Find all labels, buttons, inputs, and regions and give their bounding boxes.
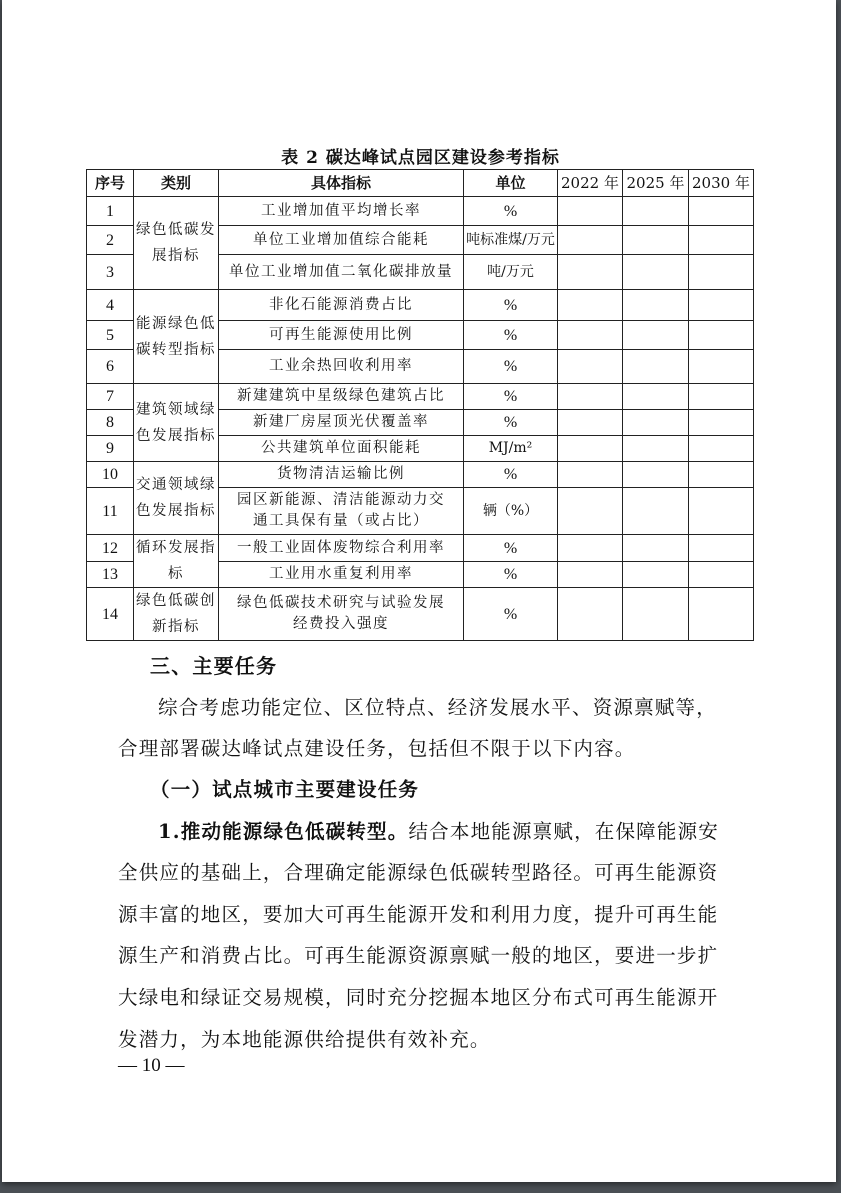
unit-cell: MJ/m² xyxy=(464,436,558,462)
table-row xyxy=(87,462,754,488)
header-cell: 具体指标 xyxy=(219,170,464,197)
table-row xyxy=(87,197,754,226)
header-cell: 类别 xyxy=(134,170,219,197)
unit-cell: % xyxy=(464,350,558,384)
unit-cell: 吨标准煤/万元 xyxy=(464,226,558,255)
value-cell xyxy=(558,321,623,350)
value-cell xyxy=(558,588,623,641)
paragraph-line: 结合本地能源禀赋，在保障能源安 xyxy=(408,820,719,843)
value-cell xyxy=(558,436,623,462)
value-cell xyxy=(623,462,689,488)
row-number: 6 xyxy=(87,350,134,384)
header-cell: 单位 xyxy=(464,170,558,197)
category-cell: 建筑领域绿色发展指标 xyxy=(134,384,219,462)
value-cell xyxy=(558,562,623,588)
indicator-cell: 单位工业增加值二氧化碳排放量 xyxy=(219,255,464,290)
paragraph-line: 合理部署碳达峰试点建设任务，包括但不限于以下内容。 xyxy=(118,737,636,760)
value-cell xyxy=(689,436,754,462)
paragraph-line: 大绿电和绿证交易规模，同时充分挖掘本地区分布式可再生能源开 xyxy=(118,986,719,1009)
unit-cell: 吨/万元 xyxy=(464,255,558,290)
indicator-cell: 非化石能源消费占比 xyxy=(219,290,464,321)
value-cell xyxy=(558,488,623,535)
indicator-cell: 工业增加值平均增长率 xyxy=(219,197,464,226)
header-cell: 2022 年 xyxy=(558,170,623,197)
header-cell: 2030 年 xyxy=(689,170,754,197)
row-number: 8 xyxy=(87,410,134,436)
header-cell: 序号 xyxy=(87,170,134,197)
value-cell xyxy=(689,410,754,436)
value-cell xyxy=(689,197,754,226)
indicator-cell: 新建建筑中星级绿色建筑占比 xyxy=(219,384,464,410)
value-cell xyxy=(689,384,754,410)
value-cell xyxy=(623,410,689,436)
value-cell xyxy=(558,410,623,436)
value-cell xyxy=(689,462,754,488)
value-cell xyxy=(623,350,689,384)
value-cell xyxy=(689,535,754,562)
row-number: 12 xyxy=(87,535,134,562)
row-number: 5 xyxy=(87,321,134,350)
value-cell xyxy=(558,197,623,226)
value-cell xyxy=(689,290,754,321)
paragraph-line: 源生产和消费占比。可再生能源资源禀赋一般的地区，要进一步扩 xyxy=(118,944,719,967)
row-number: 7 xyxy=(87,384,134,410)
indicator-table xyxy=(86,169,754,641)
table-row xyxy=(87,384,754,410)
indicator-cell: 新建厂房屋顶光伏覆盖率 xyxy=(219,410,464,436)
indicator-cell: 绿色低碳技术研究与试验发展经费投入强度 xyxy=(219,588,464,641)
row-number: 10 xyxy=(87,462,134,488)
indicator-cell: 公共建筑单位面积能耗 xyxy=(219,436,464,462)
indicator-cell: 园区新能源、清洁能源动力交通工具保有量（或占比） xyxy=(219,488,464,535)
indicator-cell: 工业用水重复利用率 xyxy=(219,562,464,588)
value-cell xyxy=(623,197,689,226)
subheading: （一）试点城市主要建设任务 xyxy=(150,778,420,801)
value-cell xyxy=(558,462,623,488)
row-number: 9 xyxy=(87,436,134,462)
value-cell xyxy=(623,321,689,350)
page-number: — 10 — xyxy=(118,1055,185,1076)
unit-cell: % xyxy=(464,384,558,410)
value-cell xyxy=(623,255,689,290)
value-cell xyxy=(558,384,623,410)
value-cell xyxy=(558,290,623,321)
paragraph-line: 综合考虑功能定位、区位特点、经济发展水平、资源禀赋等， xyxy=(158,696,717,719)
table-header-row xyxy=(87,170,754,197)
value-cell xyxy=(623,488,689,535)
unit-cell: % xyxy=(464,562,558,588)
value-cell xyxy=(689,588,754,641)
unit-cell: % xyxy=(464,462,558,488)
value-cell xyxy=(689,226,754,255)
table-row xyxy=(87,535,754,562)
value-cell xyxy=(689,255,754,290)
unit-cell: % xyxy=(464,321,558,350)
table-row xyxy=(87,290,754,321)
row-number: 1 xyxy=(87,197,134,226)
row-number: 13 xyxy=(87,562,134,588)
value-cell xyxy=(689,321,754,350)
value-cell xyxy=(558,350,623,384)
item-title: 1.推动能源绿色低碳转型。 xyxy=(158,820,409,843)
row-number: 2 xyxy=(87,226,134,255)
value-cell xyxy=(558,535,623,562)
row-number: 4 xyxy=(87,290,134,321)
category-cell: 能源绿色低碳转型指标 xyxy=(134,290,219,384)
value-cell xyxy=(623,535,689,562)
unit-cell: % xyxy=(464,588,558,641)
value-cell xyxy=(623,562,689,588)
unit-cell: 辆（%） xyxy=(464,488,558,535)
unit-cell: % xyxy=(464,410,558,436)
section-heading: 三、主要任务 xyxy=(150,654,278,678)
indicator-cell: 货物清洁运输比例 xyxy=(219,462,464,488)
paragraph-line: 发潜力，为本地能源供给提供有效补充。 xyxy=(118,1028,491,1051)
table-row xyxy=(87,588,754,641)
category-cell: 交通领域绿色发展指标 xyxy=(134,462,219,535)
unit-cell: % xyxy=(464,535,558,562)
category-cell: 绿色低碳发展指标 xyxy=(134,197,219,290)
value-cell xyxy=(623,290,689,321)
value-cell xyxy=(623,588,689,641)
indicator-cell: 单位工业增加值综合能耗 xyxy=(219,226,464,255)
category-cell: 绿色低碳创新指标 xyxy=(134,588,219,641)
value-cell xyxy=(558,255,623,290)
row-number: 14 xyxy=(87,588,134,641)
row-number: 3 xyxy=(87,255,134,290)
value-cell xyxy=(558,226,623,255)
value-cell xyxy=(623,436,689,462)
value-cell xyxy=(623,384,689,410)
paragraph-line: 源丰富的地区，要加大可再生能源开发和利用力度，提升可再生能 xyxy=(118,903,719,926)
indicator-cell: 一般工业固体废物综合利用率 xyxy=(219,535,464,562)
value-cell xyxy=(689,488,754,535)
value-cell xyxy=(623,226,689,255)
table-caption: 表 2 碳达峰试点园区建设参考指标 xyxy=(281,148,560,168)
paragraph-line: 全供应的基础上，合理确定能源绿色低碳转型路径。可再生能源资 xyxy=(118,861,719,884)
value-cell xyxy=(689,562,754,588)
value-cell xyxy=(689,350,754,384)
unit-cell: % xyxy=(464,197,558,226)
unit-cell: % xyxy=(464,290,558,321)
category-cell: 循环发展指标 xyxy=(134,535,219,588)
row-number: 11 xyxy=(87,488,134,535)
indicator-cell: 工业余热回收利用率 xyxy=(219,350,464,384)
indicator-cell: 可再生能源使用比例 xyxy=(219,321,464,350)
header-cell: 2025 年 xyxy=(623,170,689,197)
